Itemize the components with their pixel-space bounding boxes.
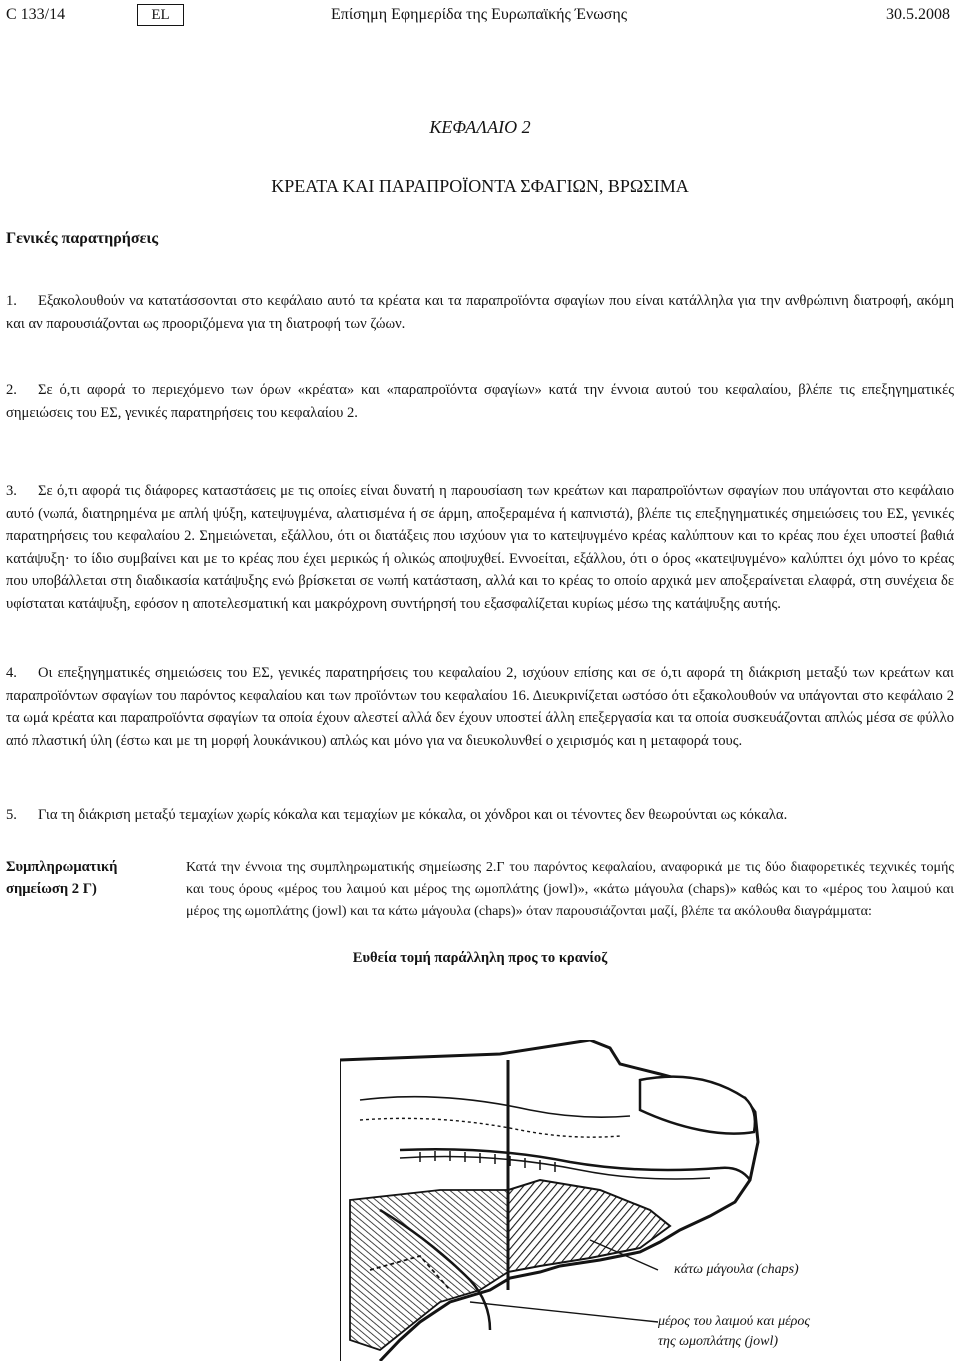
label-jowl-line-2: της ωμοπλάτης (jowl)	[658, 1334, 779, 1349]
label-jowl	[658, 1312, 828, 1352]
chaps-region	[508, 1180, 670, 1272]
figure-caption: Ευθεία τομή παράλληλη προς το κρανίοζ	[352, 950, 608, 966]
paragraph-number: 4.	[6, 665, 17, 681]
chapter-heading: ΚΕΦΑΛΑΙΟ 2	[429, 117, 531, 137]
paragraph-3	[6, 480, 954, 615]
mouth-line	[400, 1149, 750, 1180]
page-header	[0, 0, 960, 32]
paragraph-text: Εξακολουθούν να κατατάσσονται στο κεφάλαιο αυτό τα κρέατα και τα παραπροϊόντα σφαγίων που είναι κατάλληλα για την ανθρώπινη διατροφή, ακόμη και αν παρουσιάζονται ως προοριζόμενα για τη διατροφή των ζώων.	[6, 293, 954, 332]
publication-date: 30.5.2008	[886, 6, 950, 23]
paragraph-number: 3.	[6, 483, 17, 499]
paragraph-number: 5.	[6, 807, 17, 823]
supplementary-label-line-1: Συμπληρωματική	[6, 859, 118, 875]
paragraph-number: 1.	[6, 293, 17, 309]
paragraph-2	[6, 379, 954, 424]
paragraph-text: Σε ό,τι αφορά τις διάφορες καταστάσεις με τις οποίες είναι δυνατή η παρουσίαση των κρεάτων και παραπροϊόντων σφαγίων που υπάγονται στο κεφάλαιο αυτό (νωπά, διατηρημένα με απλή ψύξη, κατεψυγμένα, αλατισμένα ή σε άρμη, αποξεραμένα ή καπνιστά), βλέπε τις επεξηγηματικές σημειώσεις του ΕΣ, γενικές παρατηρήσεις του κεφαλαίου 2. Σημειώνεται, εξάλλου, ότι οι διατάξεις που ισχύουν για το κατεψυγμένο κρέας καλύπτουν και το κρέας που έχει υποστεί βαθιά κατάψυξη· το ίδιο συμβαίνει και με το κρέας που έχει μερικώς ή ολικώς αποψυχθεί. Εννοείται, εξάλλου, ότι ο όρος «κατεψυγμένο» καλύπτει όχι μόνο το κρέας που υποβάλλεται στη διαδικασία κατάψυξης ενώ βρίσκεται σε νωπή κατάσταση, αλλά και το κρέας το οποίο αρχικά μεν αποξεραίνεται ελαφρά, στη συνέχεια δε υφίσταται κατάψυξη, εφόσον η αποτελεσματική και μακρόχρονη συντήρησή του εξασφαλίζεται κυρίως μέσω της κατάψυξης αυτής.	[6, 483, 954, 612]
paragraph-text: Οι επεξηγηματικές σημειώσεις του ΕΣ, γενικές παρατηρήσεις του κεφαλαίου 2, ισχύουν επίσης και σε ό,τι αφορά τη διάκριση μεταξύ των κρεάτων και παραπροϊόντων σφαγίων του παρόντος κεφαλαίου και των προϊόντων του κεφαλαίου 16. Διευκρινίζεται ωστόσο ότι εξακολουθούν να υπάγονται στο κεφάλαιο 2 τα ωμά κρέατα και παραπροϊόντα σφαγίων τα οποία έχουν αλεστεί αλλά δεν έχουν υποστεί άλλη επεξεργασία και τα οποία συσκευάζονται απλώς μέσα σε φύλλο από πλαστική ύλη (έστω και με τη μορφή λουκάνικου) απλώς και μόνο για να διευκολυνθεί ο χειρισμός και η μεταφορά τους.	[6, 665, 954, 749]
paragraph-number: 2.	[6, 382, 17, 398]
paragraph-text: Για τη διάκριση μεταξύ τεμαχίων χωρίς κόκαλα και τεμαχίων με κόκαλα, οι χόνδροι και οι τένοντες δεν θεωρούνται ως κόκαλα.	[38, 807, 788, 823]
paragraph-4	[6, 662, 954, 752]
supplementary-note-label	[6, 856, 117, 900]
label-chaps: κάτω μάγουλα (chaps)	[674, 1262, 799, 1277]
teeth-row	[400, 1151, 710, 1179]
jowl-region	[350, 1190, 508, 1350]
paragraph-text: Σε ό,τι αφορά το περιεχόμενο των όρων «κρέατα» και «παραπροϊόντα σφαγίων» κατά την έννοια αυτού του κεφαλαίου, βλέπε τις επεξηγηματικές σημειώσεις του ΕΣ, γενικές παρατηρήσεις του κεφαλαίου 2.	[6, 382, 954, 421]
language-badge: EL	[137, 4, 184, 26]
journal-reference: C 133/14	[6, 6, 66, 23]
publication-title: Επίσημη Εφημερίδα της Ευρωπαϊκής Ένωσης	[331, 6, 628, 23]
jowl-pointer	[470, 1302, 658, 1322]
supplementary-note-text: Κατά την έννοια της συμπληρωματικής σημείωσης 2.Γ του παρόντος κεφαλαίου, αναφορικά με τις δύο διαφορετικές τεχνικές τομής και τους όρους «μέρος του λαιμού και μέρος της ωμοπλάτης (jowl)», «κάτω μάγουλα (chaps)» καθώς και το «μέρος του λαιμού και μέρος της ωμοπλάτης (jowl) και τα κάτω μάγουλα (chaps)» όταν παρουσιάζονται μαζί, βλέπε τα ακόλουθα διαγράμματα:	[186, 859, 954, 919]
supplementary-label-line-2: σημείωση 2 Γ)	[6, 881, 97, 897]
snout	[640, 1077, 755, 1134]
paragraph-1	[6, 290, 954, 335]
chapter-title: ΚΡΕΑΤΑ ΚΑΙ ΠΑΡΑΠΡΟΪΟΝΤΑ ΣΦΑΓΙΩΝ, ΒΡΩΣΙΜΑ	[271, 176, 689, 196]
label-jowl-line-1: μέρος του λαιμού και μέρος	[658, 1314, 811, 1329]
paragraph-5	[6, 804, 954, 827]
section-heading: Γενικές παρατηρήσεις	[6, 230, 159, 247]
